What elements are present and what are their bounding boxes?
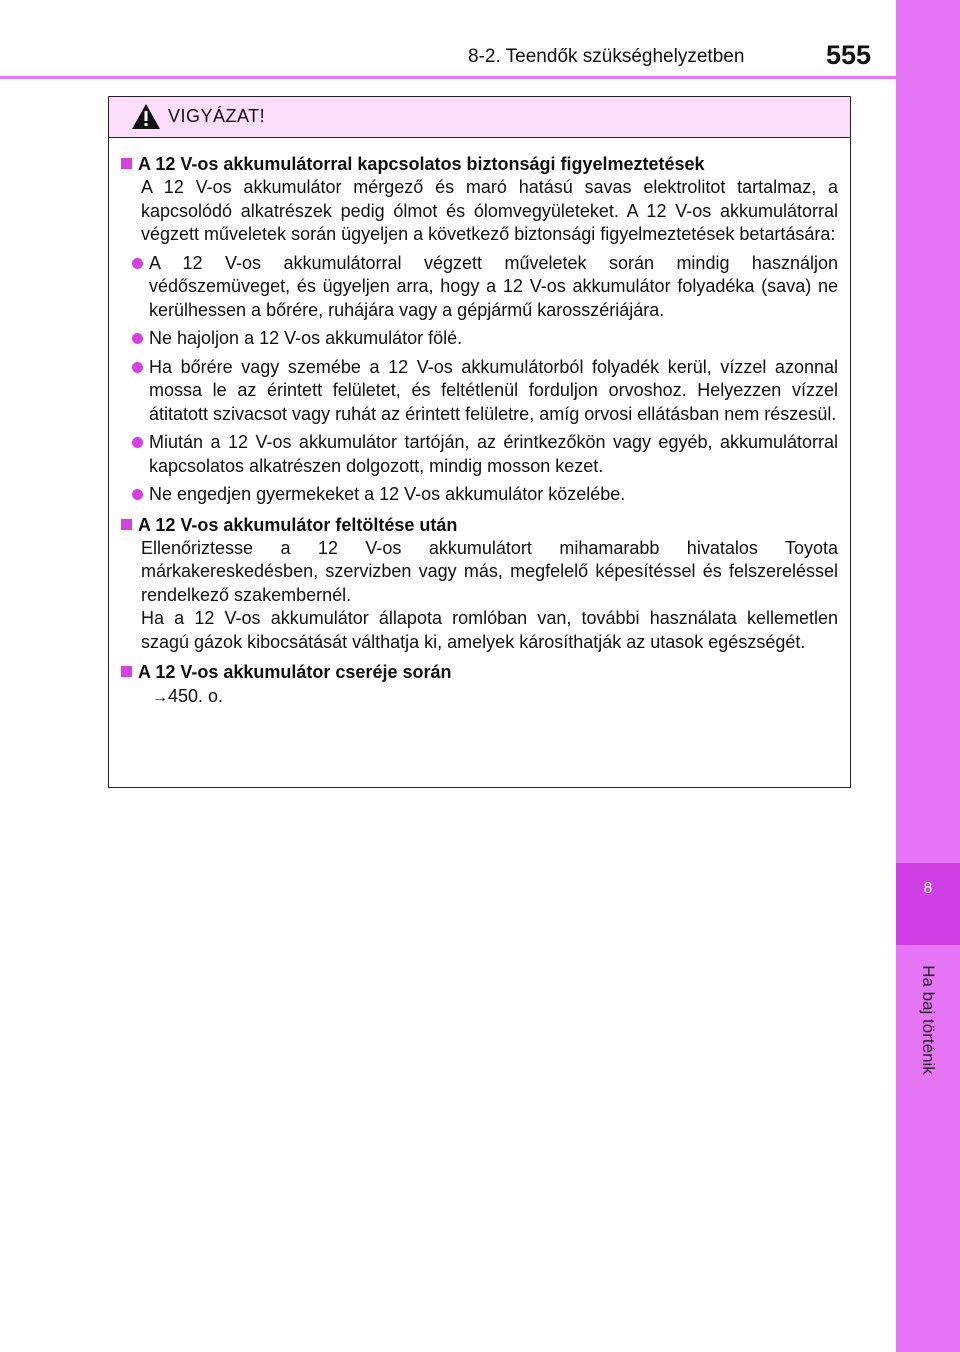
section-paragraph: A 12 V-os akkumulátor mérgező és maró hatású savas elektrolitot tartalmaz, a kapcsolódó alkatrészek pedig ólmot és ólomvegyületeket. A 12 V-os akkumulátorral végzett műveletek során ügyeljen a következő biztonsági figyelmeztetések betartására: bbox=[141, 177, 838, 244]
list-item-text: Miután a 12 V-os akkumulátor tartóján, az érintkezőkön vagy egyéb, akkumulátorral kapcsolatos alkatrészen dolgozott, mindig mosson kezet. bbox=[149, 432, 838, 476]
section-heading-after-charging bbox=[121, 513, 838, 537]
round-bullet-icon bbox=[132, 333, 143, 344]
section-heading-replacement bbox=[121, 660, 838, 684]
list-item-text: A 12 V-os akkumulátorral végzett műveletek során mindig használjon védőszemüveget, és ügyeljen arra, hogy a 12 V-os akkumulátor folyadéka (sava) ne kerülhessen a bőrére, ruhájára vagy a gépjármű karosszériájára. bbox=[149, 252, 838, 320]
section-paragraph: Ha a 12 V-os akkumulátor állapota romlóban van, további használata kellemetlen szagú gázok kibocsátását válthatja ki, amelyek károsíthatják az utasok egészségét. bbox=[141, 608, 838, 652]
square-bullet-icon bbox=[121, 158, 132, 169]
chapter-side-tab bbox=[896, 0, 960, 1352]
warning-triangle-icon bbox=[131, 103, 161, 130]
section-title: 8-2. Teendők szükséghelyzetben bbox=[468, 46, 745, 67]
warning-header bbox=[109, 97, 850, 138]
page-reference-link[interactable] bbox=[152, 684, 838, 710]
list-item bbox=[132, 483, 838, 507]
arrow-right-icon: → bbox=[152, 689, 168, 706]
page-number: 555 bbox=[826, 40, 872, 70]
chapter-number-tab[interactable] bbox=[896, 863, 960, 945]
list-item-text: Ne hajoljon a 12 V-os akkumulátor fölé. bbox=[149, 328, 463, 348]
square-bullet-icon bbox=[121, 666, 132, 677]
square-bullet-icon bbox=[121, 519, 132, 530]
warning-body bbox=[109, 138, 850, 710]
list-item-text: Ne engedjen gyermekeket a 12 V-os akkumulátor közelébe. bbox=[149, 484, 626, 504]
round-bullet-icon bbox=[132, 437, 143, 448]
warning-box bbox=[108, 96, 851, 788]
header-divider bbox=[0, 76, 896, 79]
list-item-text: Ha bőrére vagy szemébe a 12 V-os akkumulátorból folyadék kerül, vízzel azonnal mossa le az érintett felületet, és feltétlenül forduljon orvoshoz. Helyezzen vízzel átitatott szivacsot vagy ruhát az érintett felületre, amíg orvosi ellátásban nem részesül. bbox=[149, 356, 838, 424]
round-bullet-icon bbox=[132, 258, 143, 269]
list-item bbox=[132, 356, 838, 427]
round-bullet-icon bbox=[132, 362, 143, 373]
section-heading-text: A 12 V-os akkumulátor cseréje során bbox=[138, 662, 452, 682]
list-item bbox=[132, 431, 838, 478]
list-item bbox=[132, 252, 838, 323]
section-paragraph: Ellenőriztesse a 12 V-os akkumulátort mihamarabb hivatalos Toyota márkakereskedésben, szervizben vagy más, megfelelő képesítéssel és felszereléssel rendelkező szakembernél. bbox=[141, 537, 838, 605]
chapter-title: Ha baj történik bbox=[919, 965, 938, 1075]
list-item bbox=[132, 327, 838, 351]
chapter-number: 8 bbox=[923, 880, 933, 897]
section-heading-text: A 12 V-os akkumulátorral kapcsolatos biztonsági figyelmeztetések bbox=[138, 154, 705, 174]
section-heading-text: A 12 V-os akkumulátor feltöltése után bbox=[138, 514, 458, 535]
section-heading-safety bbox=[121, 152, 838, 176]
round-bullet-icon bbox=[132, 489, 143, 500]
page-reference-text: 450. o. bbox=[168, 686, 224, 706]
warning-title: VIGYÁZAT! bbox=[168, 106, 266, 126]
